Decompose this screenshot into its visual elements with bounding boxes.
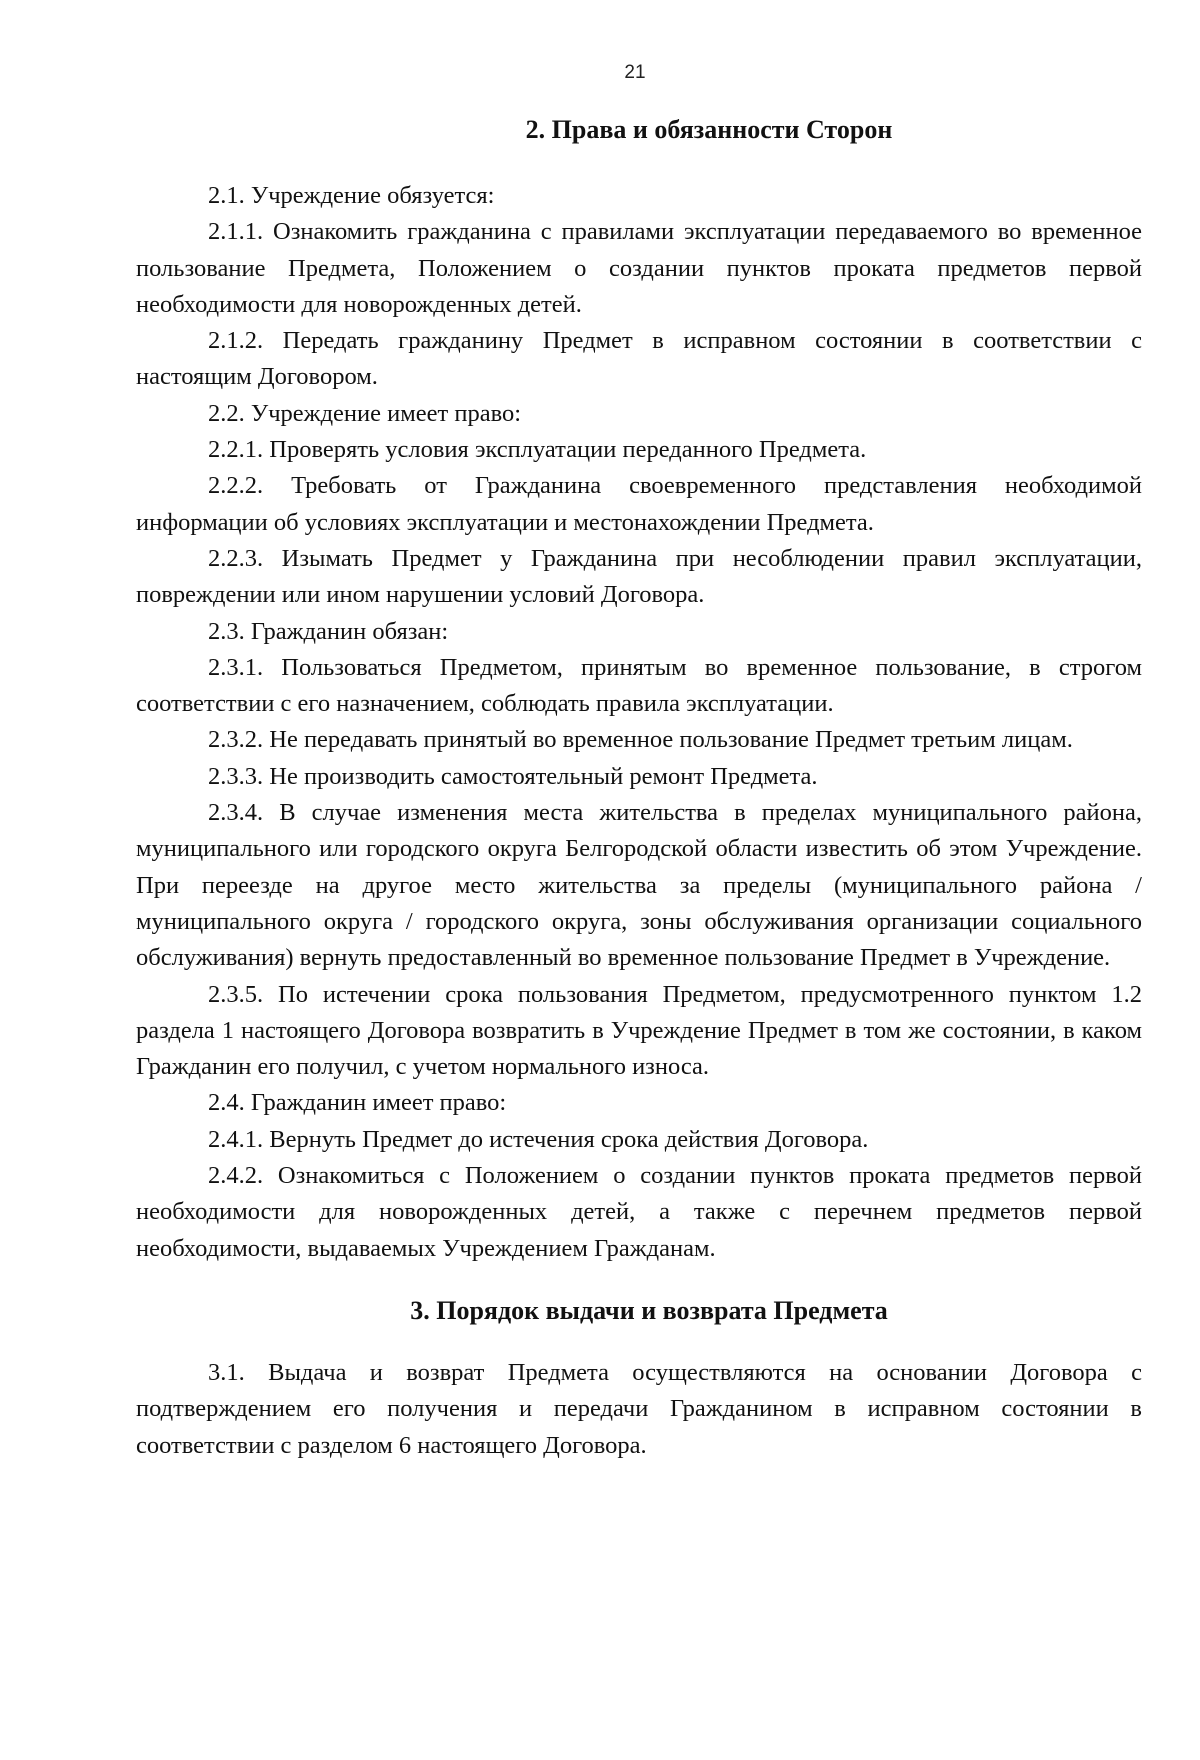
paragraph-2-3-1: 2.3.1. Пользоваться Предметом, принятым во временное пользование, в строгом соответствии с его назначением, соблюдать правила эксплуатации. [136,653,1142,718]
paragraph-3-1: 3.1. Выдача и возврат Предмета осуществляются на основании Договора с подтверждением его получения и передачи Гражданином в исправном состоянии в соответствии с разделом 6 настоящего Договора. [136,1358,1142,1459]
paragraph-2-4-2: 2.4.2. Ознакомиться с Положением о создании пунктов проката предметов первой необходимости для новорожденных детей, а также с перечнем предметов первой необходимости, выдаваемых Учреждением Гражданам. [136,1162,1142,1262]
section-2-heading: 2. Права и обязанности Сторон [525,115,893,144]
paragraph-2-3: 2.3. Гражданин обязан: [208,617,449,645]
paragraph-2-3-5: 2.3.5. По истечении срока пользования Предметом, предусмотренного пунктом 1.2 раздела 1 настоящего Договора возвратить в Учреждение Предмет в том же состоянии, в каком Гражданин его получил, с учетом нормального износа. [136,980,1142,1081]
paragraph-2-3-2: 2.3.2. Не передавать принятый во временное пользование Предмет третьим лицам. [208,726,1073,754]
paragraph-2-2-2: 2.2.2. Требовать от Гражданина своевременного представления необходимой информации об условиях эксплуатации и местонахождении Предмета. [136,472,1142,536]
section-3-heading: 3. Порядок выдачи и возврата Предмета [410,1295,888,1325]
paragraph-2-2: 2.2. Учреждение имеет право: [208,399,522,427]
paragraph-2-1: 2.1. Учреждение обязуется: [208,182,495,209]
paragraph-2-3-3: 2.3.3. Не производить самостоятельный ремонт Предмета. [208,762,818,790]
paragraph-2-3-4: 2.3.4. В случае изменения места жительства в пределах муниципального района, муниципального или городского округа Белгородской области известить об этом Учреждение. При переезде на другое место жительства за пределы (муниципального района / муниципального округа / городского округа, зоны обслуживания организации социального обслуживания) вернуть предоставленный во временное пользование Предмет в Учреждение. [136,799,1142,972]
paragraph-2-4-1: 2.4.1. Вернуть Предмет до истечения срока действия Договора. [208,1125,869,1153]
paragraph-2-1-2: 2.1.2. Передать гражданину Предмет в исправном состоянии в соответствии с настоящим Договором. [136,327,1142,391]
paragraph-2-1-1: 2.1.1. Ознакомить гражданина с правилами эксплуатации передаваемого во временное пользование Предмета, Положением о создании пунктов проката предметов первой необходимости для новорожденных детей. [136,218,1142,318]
paragraph-2-2-1: 2.2.1. Проверять условия эксплуатации переданного Предмета. [208,436,867,464]
document-body [136,112,1142,1464]
page-number: 21 [624,62,646,83]
paragraph-2-4: 2.4. Гражданин имеет право: [208,1089,507,1117]
paragraph-2-2-3: 2.2.3. Изымать Предмет у Гражданина при несоблюдении правил эксплуатации, повреждении или ином нарушении условий Договора. [136,544,1142,609]
